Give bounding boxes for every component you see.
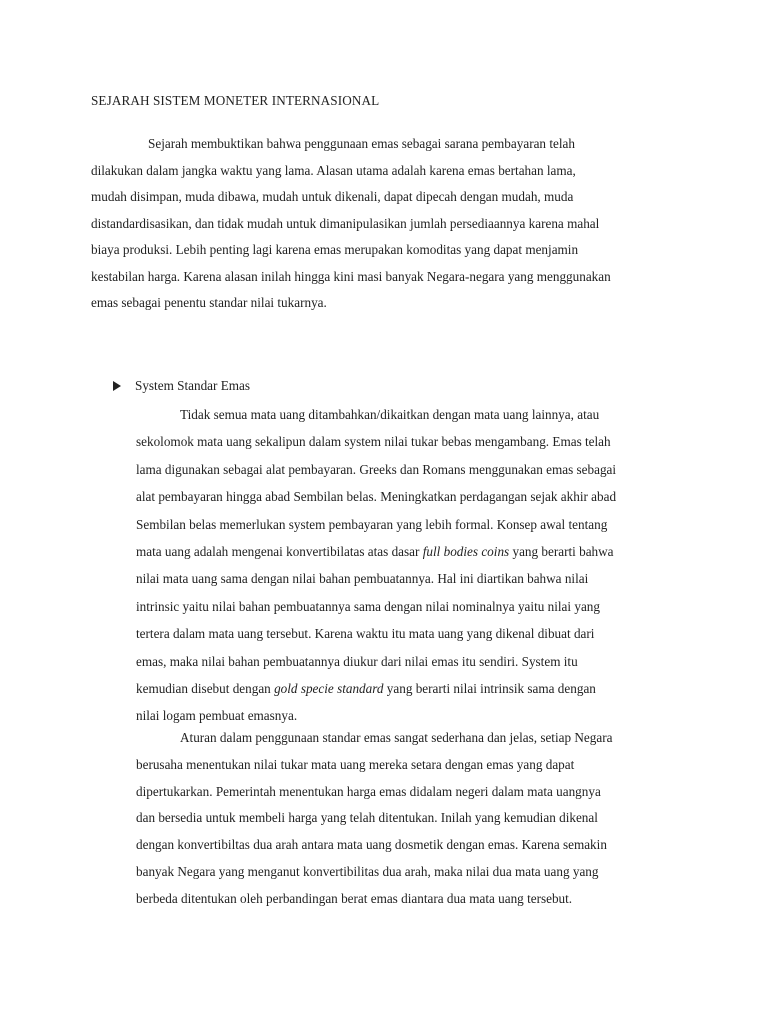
- intro-line: emas sebagai penentu standar nilai tukarnya.: [91, 295, 327, 310]
- paragraph-line: dengan konvertibiltas dua arah antara mata uang dosmetik dengan emas. Karena semakin: [136, 837, 607, 853]
- paragraph-line: nilai logam pembuat emasnya.: [136, 708, 298, 724]
- section-paragraph-1: [136, 401, 696, 730]
- paragraph-line: tertera dalam mata uang tersebut. Karena waktu itu mata uang yang dikenal dibuat dari: [136, 626, 595, 642]
- section-heading: System Standar Emas: [135, 378, 251, 393]
- intro-line: kestabilan harga. Karena alasan inilah hingga kini masi banyak Negara-negara yang menggunakan: [91, 268, 611, 284]
- paragraph-line: Tidak semua mata uang ditambahkan/dikaitkan dengan mata uang lainnya, atau: [180, 407, 600, 422]
- arrowhead-bullet-icon: [113, 381, 121, 391]
- italic-term: full bodies coins: [422, 544, 510, 560]
- paragraph-line: Sembilan belas memerlukan system pembayaran yang lebih formal. Konsep awal tentang: [136, 516, 608, 532]
- paragraph-line: [136, 538, 696, 565]
- paragraph-line: lama digunakan sebagai alat pembayaran. Greeks dan Romans menggunakan emas sebagai: [136, 461, 617, 477]
- intro-paragraph: [91, 131, 691, 317]
- paragraph-line: dipertukarkan. Pemerintah menentukan harga emas didalam negeri dalam mata uangnya: [136, 783, 601, 799]
- paragraph-line: banyak Negara yang menganut konvertibilitas dua arah, maka nilai dua mata uang yang: [136, 863, 599, 879]
- section-paragraph-2: [136, 725, 696, 913]
- paragraph-line: alat pembayaran hingga abad Sembilan belas. Meningkatkan perdagangan sejak akhir abad: [136, 489, 617, 505]
- paragraph-line: Aturan dalam penggunaan standar emas sangat sederhana dan jelas, setiap Negara: [180, 730, 613, 745]
- section-bullet-heading: [113, 378, 250, 394]
- paragraph-line: intrinsic yaitu nilai bahan pembuatannya sama dengan nilai nominalnya yaitu nilai yang: [136, 598, 600, 614]
- intro-line: dilakukan dalam jangka waktu yang lama. Alasan utama adalah karena emas bertahan lama,: [91, 162, 576, 178]
- intro-line: Sejarah membuktikan bahwa penggunaan emas sebagai sarana pembayaran telah: [148, 136, 575, 151]
- paragraph-line: sekolomok mata uang sekalipun dalam system nilai tukar bebas mengambang. Emas telah: [136, 434, 611, 450]
- intro-line: distandardisasikan, dan tidak mudah untuk dimanipulasikan jumlah persediaannya karena mahal: [91, 215, 600, 231]
- paragraph-line: emas, maka nilai bahan pembuatannya diukur dari nilai emas itu sendiri. System itu: [136, 653, 578, 669]
- paragraph-line: dan bersedia untuk membeli harga yang telah ditentukan. Inilah yang kemudian dikenal: [136, 810, 598, 826]
- intro-line: mudah disimpan, muda dibawa, mudah untuk dikenali, dapat dipecah dengan mudah, muda: [91, 189, 574, 204]
- intro-line: biaya produksi. Lebih penting lagi karena emas merupakan komoditas yang dapat menjamin: [91, 242, 579, 257]
- paragraph-line: berusaha menentukan nilai tukar mata uang mereka setara dengan emas yang dapat: [136, 756, 575, 772]
- document-title: SEJARAH SISTEM MONETER INTERNASIONAL: [91, 93, 380, 108]
- paragraph-line: berbeda ditentukan oleh perbandingan berat emas diantara dua mata uang tersebut.: [136, 890, 573, 906]
- text-run: mata uang adalah mengenai konvertibilatas atas dasar: [136, 544, 423, 560]
- paragraph-line: [136, 675, 696, 702]
- paragraph-line: nilai mata uang sama dengan nilai bahan pembuatannya. Hal ini diartikan bahwa nilai: [136, 571, 589, 587]
- text-run: yang berarti nilai intrinsik sama dengan: [383, 681, 596, 697]
- text-run: yang berarti bahwa: [509, 544, 614, 560]
- italic-term: gold specie standard: [274, 681, 384, 697]
- text-run: kemudian disebut dengan: [136, 681, 275, 697]
